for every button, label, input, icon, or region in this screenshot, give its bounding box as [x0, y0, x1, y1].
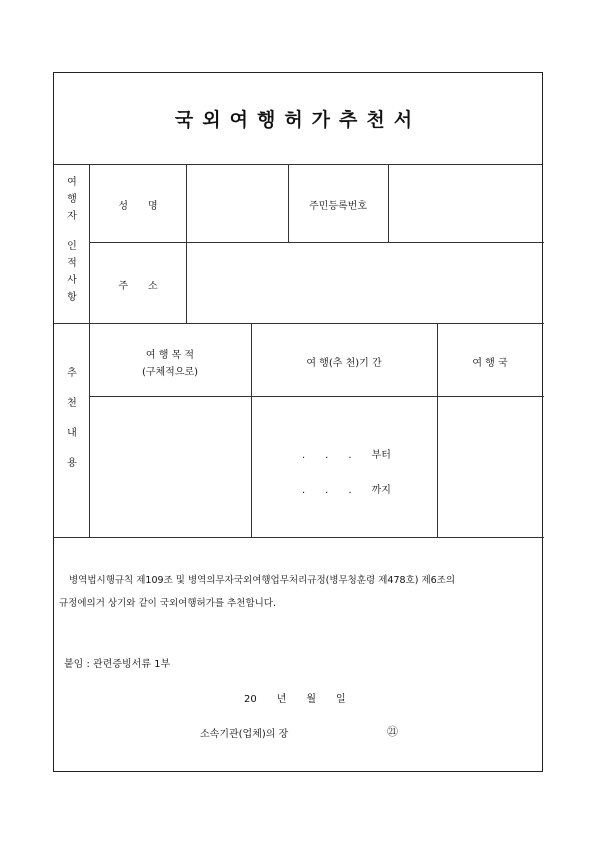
recommend-label-char: [62, 414, 82, 429]
traveler-label-char: 여: [67, 177, 77, 188]
section-divider-recommend-statement: [54, 537, 544, 538]
traveler-label-char: 사: [67, 275, 77, 286]
purpose-label: 여 행 목 적: [145, 350, 195, 361]
recommend-label-char: [62, 384, 82, 399]
recommendation-section-label: [62, 369, 82, 474]
signer-title: 소속기관(업체)의 장: [200, 729, 289, 740]
traveler-label-char: 행: [67, 194, 77, 205]
section-divider-traveler-recommend: [54, 323, 544, 324]
traveler-label-char: 항: [67, 292, 77, 303]
recommend-label-char: 용: [67, 458, 77, 469]
destination-label: 여 행 국: [472, 358, 508, 369]
resident-number-label: 주민등록번호: [309, 201, 367, 212]
statement-line-1: 병역법시행규칙 제109조 및 병역의무자국외여행업무처리규정(병무청훈령 제478호) 제6조의: [69, 575, 456, 586]
row-divider-header-body: [89, 396, 544, 397]
period-destination-divider: [437, 323, 438, 537]
date-line[interactable]: 20 년 월 일: [244, 694, 346, 705]
period-from[interactable]: . . . 부터: [302, 450, 391, 461]
period-label: 여 행(추 천)기 간: [306, 358, 382, 369]
recommend-label-char: 추: [67, 368, 77, 379]
recommend-label-char: 천: [67, 398, 77, 409]
purpose-label-note: (구체적으로): [141, 367, 199, 378]
traveler-section-label: [62, 178, 82, 310]
traveler-label-char: 인: [67, 241, 77, 252]
form-title: 국외여행허가추천서: [174, 109, 422, 131]
attachment-note: 붙임 : 관련증빙서류 1부: [64, 659, 171, 670]
address-label-divider: [186, 242, 187, 323]
address-label: 주 소: [118, 281, 158, 292]
recommendation-form: [53, 72, 543, 772]
name-label: 성 명: [118, 201, 158, 212]
purpose-period-divider: [251, 323, 252, 537]
statement-paragraph: [59, 569, 541, 615]
form-title-box: [54, 73, 542, 165]
period-to[interactable]: . . . 까지: [302, 485, 391, 496]
traveler-label-char: 적: [67, 258, 77, 269]
name-value-divider: [288, 165, 289, 242]
recommend-label-char: 내: [67, 428, 77, 439]
resident-label-divider: [388, 165, 389, 242]
statement-line-2: 규정에의거 상기와 같이 국외여행허가를 추천합니다.: [59, 598, 276, 609]
recommend-label-char: [62, 444, 82, 459]
name-label-divider: [186, 165, 187, 242]
left-column-divider: [89, 165, 90, 537]
traveler-label-char: 자: [67, 211, 77, 222]
row-divider-name-address: [89, 242, 544, 243]
seal-mark[interactable]: ㉑: [387, 725, 398, 738]
